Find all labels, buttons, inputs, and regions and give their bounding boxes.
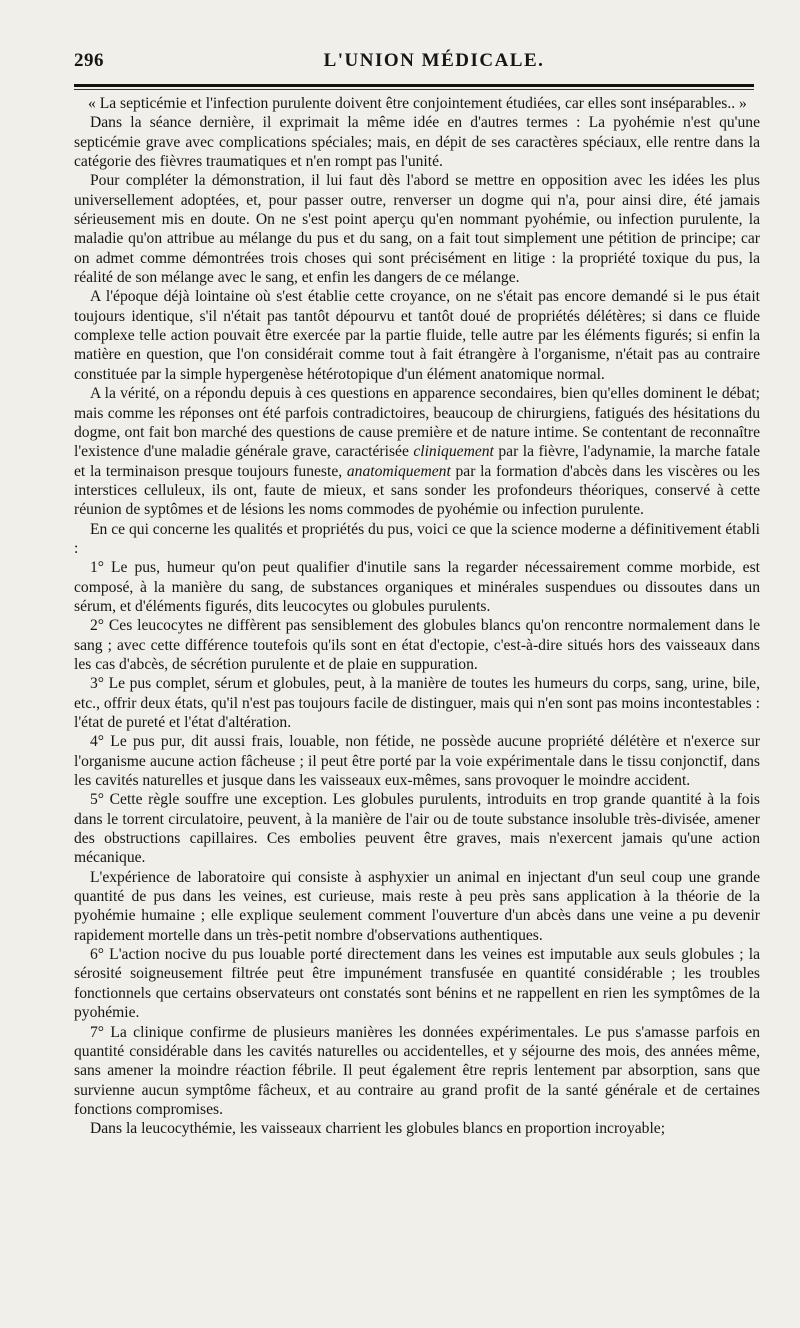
running-title: L'UNION MÉDICALE. (323, 50, 545, 71)
list-item-4: 4° Le pus pur, dit aussi frais, louable, non fétide, ne possède aucune propriété délétère et n'exerce sur l'organisme aucune action fâcheuse ; il peut être porté par la voie expérimentale dans le tissu conjonctif, dans les cavités naturelles et jusque dans les vaisseaux eux-mêmes, sans provoquer le moindre accident. (74, 733, 760, 790)
header-rule (74, 84, 754, 87)
list-item-3: 3° Le pus complet, sérum et globules, peut, à la manière de toutes les humeurs du corps, sang, urine, bile, etc., offrir deux états, qu'il n'est pas toujours facile de distinguer, mais qui n'en sont pas moins incontestables : l'état de pureté et l'état d'altération. (74, 675, 760, 731)
list-item-2: 2° Ces leucocytes ne diffèrent pas sensiblement des globules blancs qu'on rencontre normalement dans le sang ; avec cette différence toutefois qu'ils sont en état d'ectopie, c'est-à-dire situés hors des vaisseaux dans les cas d'abcès, de sécrétion purulente et de plaie en suppuration. (74, 617, 760, 673)
list-item-6: 6° L'action nocive du pus louable porté directement dans les veines est imputable aux seuls globules ; la sérosité soigneusement filtrée peut être impunément transfusée en quantité considérable ; les troubles fonctionnels que certains observateurs ont constatés sont bénins et ne rappellent en rien les symptômes de la pyohémie. (74, 946, 760, 1022)
paragraph: A l'époque déjà lointaine où s'est établie cette croyance, on ne s'était pas encore demandé si le pus était toujours identique, s'il n'était pas tantôt dépourvu et tantôt doué de propriétés délétères; si dans ce fluide complexe telle action pouvait être exercée par la partie fluide, telle autre par les éléments figurés; si enfin la matière en question, que l'on considérait comme tout à fait étrangère à l'organisme, n'était pas au contraire constituée par la simple hypergenèse hétérotopique d'un élément anatomique normal. (74, 288, 760, 383)
paragraph: Dans la séance dernière, il exprimait la même idée en d'autres termes : La pyohémie n'est qu'une septicémie grave avec complications spéciales; mais, en dépit de ses caractères spéciaux, elle rentre dans la catégorie des fièvres traumatiques et n'en rompt pas l'unité. (74, 114, 760, 171)
paragraph: Pour compléter la démonstration, il lui faut dès l'abord se mettre en opposition avec les idées les plus universellement adoptées, et, pour passer outre, renverser un dogme qui n'a, pour ainsi dire, été jamais sérieusement mis en doute. On ne s'est point aperçu qu'en nommant pyohémie, ou infection purulente, la maladie qu'on attribue au mélange du pus et du sang, on a fait tout simplement une pétition de principe; car on admet comme démontrées trois choses qui sont précisément en litige : la propriété toxique du pus, la réalité de son mélange avec le sang, et enfin les dangers de ce mélange. (74, 172, 760, 287)
list-item-1: 1° Le pus, humeur qu'on peut qualifier d'inutile sans la regarder nécessairement comme morbide, est composé, à la manière du sang, de substances organiques et minérales suspendues ou dissoutes dans un sérum, et d'éléments figurés, dits leucocytes ou globules purulents. (74, 559, 760, 615)
paragraph: L'expérience de laboratoire qui consiste à asphyxier un animal en injectant d'un seul coup une grande quantité de pus dans les veines, est curieuse, mais reste à peu près sans application à la théorie de la pyohémie humaine ; elle explique seulement comment l'ouverture d'un abcès dans une veine a pu devenir rapidement mortelle dans un très-petit nombre d'observations authentiques. (74, 868, 760, 944)
header-rule-thin (74, 89, 754, 90)
paragraph: En ce qui concerne les qualités et propriétés du pus, voici ce que la science moderne a définitivement établi : (74, 520, 760, 557)
paragraph: Dans la leucocythémie, les vaisseaux charrient les globules blancs en proportion incroyable; (90, 1120, 666, 1138)
paragraph-quote: « La septicémie et l'infection purulente doivent être conjointement étudiées, car elles sont inséparables.. » (88, 95, 747, 112)
paragraph: A la vérité, on a répondu depuis à ces questions en apparence secondaires, bien qu'elles dominent le débat; mais comme les réponses ont été parfois contradictoires, beaucoup de chirurgiens, fatigués des hésitations du dogme, ont fait bon marché des questions de cause première et de nature intime. Se contentant de reconnaître l'existence d'une maladie générale grave, caractérisée cliniquement par la fièvre, l'adynamie, la marche fatale et la terminaison presque toujours funeste, anatomiquement par la formation d'abcès dans les viscères ou les interstices celluleux, ils ont, faute de mieux, et sans sonder les profondeurs théoriques, conservé à cette réunion de syptômes et de lésions les noms commodes de pyohémie ou infection purulente. (74, 385, 761, 519)
list-item-5: 5° Cette règle souffre une exception. Les globules purulents, introduits en trop grande quantité à la fois dans le torrent circulatoire, peuvent, à la manière de l'air ou de toute substance insoluble très-divisée, amener des obstructions capillaires. Ces embolies peuvent être graves, mais n'exercent jamais qu'une action mécanique. (74, 791, 760, 867)
list-item-7: 7° La clinique confirme de plusieurs manières les données expérimentales. Le pus s'amasse parfois en quantité considérable dans les cavités naturelles ou accidentelles, et y séjourne des mois, des années même, sans amener la moindre réaction fébrile. Il peut également être repris lentement par absorption, sans que survienne aucun symptôme fâcheux, et au contraire au grand profit de la santé générale et de certaines fonctions compromises. (74, 1023, 760, 1118)
page-header (74, 44, 754, 84)
body-text (74, 94, 760, 1139)
page-number: 296 (74, 50, 104, 71)
